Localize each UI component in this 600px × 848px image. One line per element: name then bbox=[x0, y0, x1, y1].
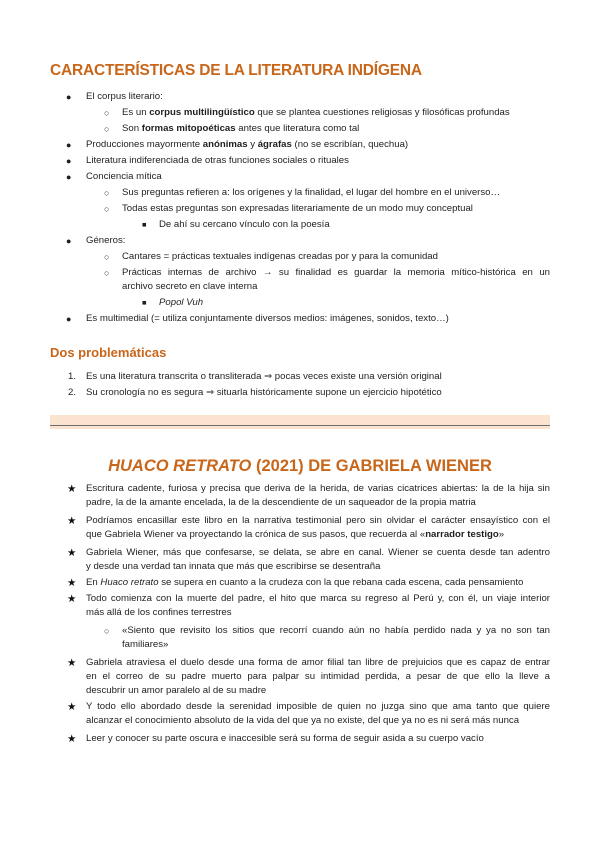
huaco-p6-line1: Gabriela atraviesa el duelo desde una forma de amor filial tan libre de prejuicios que es capaz de entrar bbox=[86, 657, 550, 668]
indiferenciada-item: Literatura indiferenciada de otras funciones sociales o rituales bbox=[86, 155, 349, 166]
corpus-label: El corpus literario: bbox=[86, 91, 163, 102]
star-bullet-icon: ★ bbox=[67, 483, 77, 495]
huaco-p2-line1: Podríamos encasillar este libro en la narrativa testimonial pero sin olvidar el carácter ensayístico con el bbox=[86, 515, 550, 526]
circle-bullet-icon: ○ bbox=[104, 204, 110, 214]
bullet-icon: ● bbox=[66, 140, 72, 150]
star-bullet-icon: ★ bbox=[67, 515, 77, 527]
huaco-p4: En Huaco retrato se supera en cuanto a la crudeza con la que rebana cada escena, cada pensamiento bbox=[86, 577, 524, 588]
corpus-sub-2: Son formas mitopoéticas antes que literatura como tal bbox=[122, 123, 360, 134]
bullet-icon: ● bbox=[66, 314, 72, 324]
huaco-p7-line2: alcanzar el conocimiento absoluto de la vida del que ya no existe, del que ya no es ni será más nunca bbox=[86, 715, 520, 726]
popol-vuh: Popol Vuh bbox=[159, 297, 204, 308]
huaco-p5-line2: más allá de los confines terrestres bbox=[86, 607, 232, 618]
bullet-icon: ● bbox=[66, 172, 72, 182]
square-bullet-icon: ■ bbox=[142, 298, 147, 307]
star-bullet-icon: ★ bbox=[67, 547, 77, 559]
conciencia-sub-2: Todas estas preguntas son expresadas literariamente de un modo muy conceptual bbox=[122, 203, 473, 214]
star-bullet-icon: ★ bbox=[67, 701, 77, 713]
huaco-p1-line1: Escritura cadente, furiosa y precisa que deriva de la herida, de varias cicatrices abiertas: la de la hija sin bbox=[86, 483, 550, 494]
conciencia-sub-2-detail: De ahí su cercano vínculo con la poesía bbox=[159, 219, 330, 230]
circle-bullet-icon: ○ bbox=[104, 108, 110, 118]
huaco-p1-line2: padre, la de la amante encelada, la de la descendiente de un saqueador de la propia matria bbox=[86, 497, 476, 508]
bullet-icon: ● bbox=[66, 156, 72, 166]
huaco-p5-quote-line2: familiares» bbox=[122, 639, 169, 650]
divider-line bbox=[50, 425, 550, 426]
circle-bullet-icon: ○ bbox=[104, 252, 110, 262]
section-title-huaco-retrato: HUACO RETRATO (2021) DE GABRIELA WIENER bbox=[108, 457, 492, 475]
huaco-p3-line2: y desde una verdad tan innata que más que escribirse se desentraña bbox=[86, 561, 381, 572]
section-title-literatura-indigena: CARACTERÍSTICAS DE LA LITERATURA INDÍGENA bbox=[50, 62, 422, 79]
bullet-icon: ● bbox=[66, 236, 72, 246]
problematica-number: 2. bbox=[68, 387, 77, 398]
huaco-p2-line2: que Gabriela Wiener va proyectando la crónica de sus pasos, que recuerda al «narrador testigo» bbox=[86, 529, 505, 540]
corpus-sub-1: Es un corpus multilingüístico que se plantea cuestiones religiosas y filosóficas profundas bbox=[122, 107, 510, 118]
huaco-p5-line1: Todo comienza con la muerte del padre, el hito que marca su regreso al Perú y, con él, un viaje interior bbox=[86, 593, 550, 604]
star-bullet-icon: ★ bbox=[67, 657, 77, 669]
huaco-p6-line2: en el correo de su padre muerto para palpar su intimidad perdida, a pesar de que ello la lleve a bbox=[86, 671, 550, 682]
problematica-item: Es una literatura transcrita o transliterada ⇒ pocas veces existe una versión original bbox=[86, 371, 442, 382]
problematica-item: Su cronología no es segura ⇒ situarla históricamente supone un ejercicio hipotético bbox=[86, 387, 442, 398]
star-bullet-icon: ★ bbox=[67, 577, 77, 589]
circle-bullet-icon: ○ bbox=[104, 124, 110, 134]
star-bullet-icon: ★ bbox=[67, 593, 77, 605]
generos-sub-2-line1: Prácticas internas de archivo → su finalidad es guardar la memoria mítico-histórica en un bbox=[122, 267, 550, 278]
producciones-item: Producciones mayormente anónimas y ágrafas (no se escribían, quechua) bbox=[86, 139, 409, 150]
circle-bullet-icon: ○ bbox=[104, 268, 110, 278]
circle-bullet-icon: ○ bbox=[104, 188, 110, 198]
huaco-p3-line1: Gabriela Wiener, más que confesarse, se delata, se abre en canal. Wiener se cuenta desde tan adentro bbox=[86, 547, 550, 558]
huaco-p5-quote-line1: «Siento que revisito los sitios que recorrí cuando aún no había perdido nada y ya no son tan bbox=[122, 625, 550, 636]
conciencia-sub-1: Sus preguntas refieren a: los orígenes y la finalidad, el lugar del hombre en el universo… bbox=[122, 187, 501, 198]
star-bullet-icon: ★ bbox=[67, 733, 77, 745]
square-bullet-icon: ■ bbox=[142, 220, 147, 229]
multimedial-item: Es multimedial (= utiliza conjuntamente diversos medios: imágenes, sonidos, texto…) bbox=[86, 313, 449, 324]
huaco-p7-line1: Y todo ello abordado desde la serenidad imposible de quien no juzga sino que ama tanto que quiere bbox=[86, 701, 550, 712]
huaco-p6-line3: descubrir un amor paralelo al de su madre bbox=[86, 685, 267, 696]
problematica-number: 1. bbox=[68, 371, 77, 382]
divider-band bbox=[50, 415, 550, 429]
section-title-dos-problematicas: Dos problemáticas bbox=[50, 345, 167, 360]
conciencia-label: Conciencia mítica bbox=[86, 171, 162, 182]
huaco-p8: Leer y conocer su parte oscura e inaccesible será su forma de seguir asida a su cuerpo vacío bbox=[86, 733, 484, 744]
generos-sub-1: Cantares = prácticas textuales indígenas creadas por y para la comunidad bbox=[122, 251, 438, 262]
generos-sub-2-line2: archivo secreto en clave interna bbox=[122, 281, 258, 292]
generos-label: Géneros: bbox=[86, 235, 126, 246]
circle-bullet-icon: ○ bbox=[104, 626, 110, 636]
bullet-icon: ● bbox=[66, 92, 72, 102]
